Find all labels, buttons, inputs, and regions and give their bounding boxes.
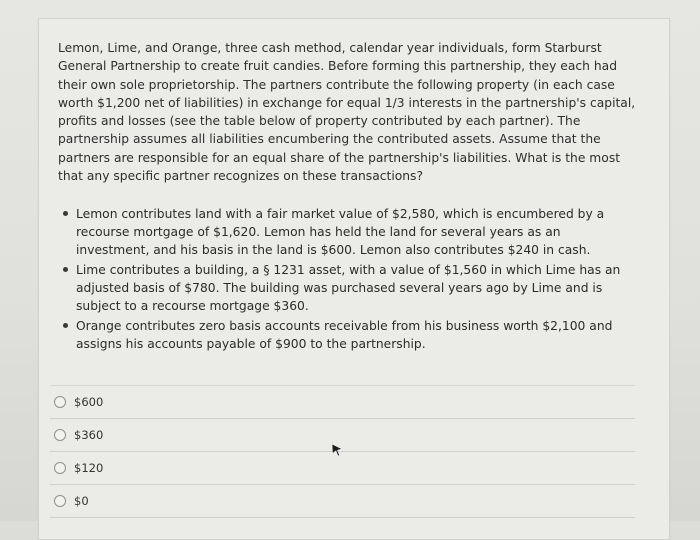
bullet-dot-icon: [63, 323, 68, 328]
option-label: $360: [74, 428, 104, 442]
list-item: [58, 317, 636, 353]
radio-unselected-icon[interactable]: [54, 396, 66, 408]
bullet-dot-icon: [63, 267, 68, 272]
bullet-text: Orange contributes zero basis accounts receivable from his business worth $2,100 and assigns his accounts payable of $900 to the partnership.: [76, 319, 613, 351]
radio-unselected-icon[interactable]: [54, 462, 66, 474]
radio-unselected-icon[interactable]: [54, 495, 66, 507]
answer-option-600[interactable]: [50, 385, 635, 419]
list-item: [58, 261, 636, 315]
option-label: $120: [74, 461, 104, 475]
contribution-list: [58, 205, 636, 355]
bullet-dot-icon: [63, 211, 68, 216]
mouse-pointer-icon: [331, 443, 343, 457]
radio-unselected-icon[interactable]: [54, 429, 66, 441]
option-label: $600: [74, 395, 104, 409]
option-label: $0: [74, 494, 89, 508]
bullet-text: Lime contributes a building, a § 1231 asset, with a value of $1,560 in which Lime has an adjusted basis of $780. The building was purchased several years ago by Lime and is subject to a recourse mortgage $360.: [76, 263, 621, 313]
bullet-text: Lemon contributes land with a fair market value of $2,580, which is encumbered by a recourse mortgage of $1,620. Lemon has held the land for several years as an investment, and his basis in the land is $600. Lemon also contributes $240 in cash.: [76, 207, 605, 257]
question-text: Lemon, Lime, and Orange, three cash method, calendar year individuals, form Starburst General Partnership to create fruit candies. Before forming this partnership, they each had their own sole proprietorship. The partners contribute the following property (in each case worth $1,200 net of liabilities) in exchange for equal 1/3 interests in the partnership's capital, profits and losses (see the table below of property contributed by each partner). The partnership assumes all liabilities encumbering the contributed assets. Assume that the partners are responsible for an equal share of the partnership's liabilities. What is the most that any specific partner recognizes on these transactions?: [58, 41, 636, 184]
answer-option-0[interactable]: [50, 485, 635, 518]
list-item: [58, 205, 636, 259]
